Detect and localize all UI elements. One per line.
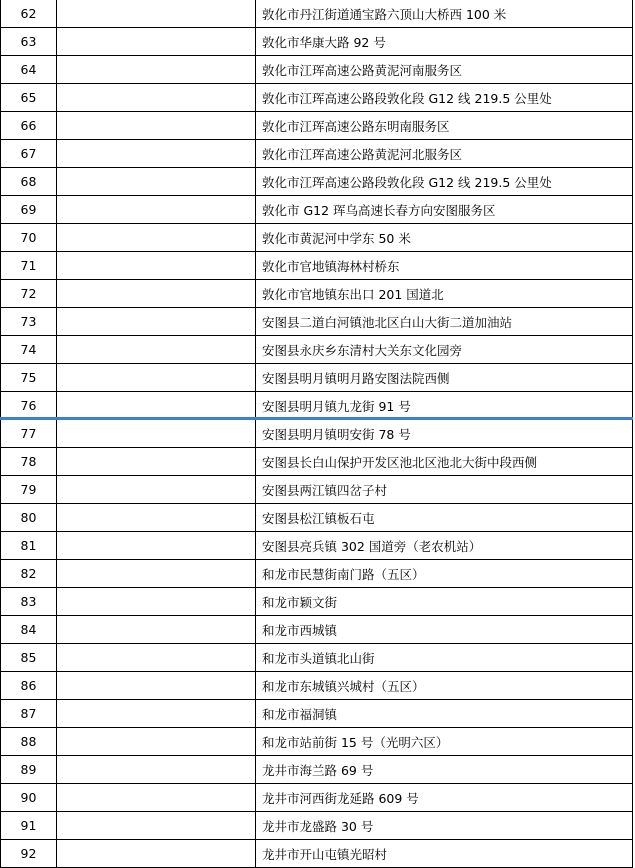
empty-cell — [57, 560, 256, 587]
empty-cell — [57, 252, 256, 279]
row-number: 77 — [1, 420, 57, 447]
row-number: 75 — [1, 364, 57, 391]
row-number: 90 — [1, 784, 57, 811]
table-row — [0, 588, 633, 616]
table-row — [0, 112, 633, 140]
table-row — [0, 448, 633, 476]
row-number: 83 — [1, 588, 57, 615]
table-row — [0, 476, 633, 504]
address-cell: 敦化市江珲高速公路段敦化段 G12 线 219.5 公里处 — [262, 174, 552, 190]
address-cell: 安图县明月镇明月路安图法院西侧 — [262, 370, 450, 386]
empty-cell — [57, 700, 256, 727]
row-number: 72 — [1, 280, 57, 307]
table-row — [0, 364, 633, 392]
row-number: 71 — [1, 252, 57, 279]
table-row — [0, 756, 633, 784]
address-cell: 敦化市华康大路 92 号 — [262, 34, 386, 50]
empty-cell — [57, 196, 256, 223]
address-cell: 和龙市福洞镇 — [262, 706, 338, 722]
address-cell: 龙井市开山屯镇光昭村 — [262, 846, 388, 862]
address-cell: 安图县明月镇九龙街 91 号 — [262, 398, 411, 414]
address-cell: 龙井市河西街龙延路 609 号 — [262, 790, 419, 806]
empty-cell — [57, 392, 256, 419]
address-cell: 敦化市 G12 珲乌高速长春方向安图服务区 — [262, 202, 496, 218]
empty-cell — [57, 308, 256, 335]
row-number: 69 — [1, 196, 57, 223]
table-row — [0, 504, 633, 532]
table-row — [0, 392, 633, 420]
table-row — [0, 56, 633, 84]
address-cell: 安图县松江镇板石屯 — [262, 510, 375, 526]
empty-cell — [57, 532, 256, 559]
row-number: 70 — [1, 224, 57, 251]
empty-cell — [57, 336, 256, 363]
empty-cell — [57, 140, 256, 167]
table-row — [0, 532, 633, 560]
table-row — [0, 700, 633, 728]
table-row — [0, 196, 633, 224]
row-number: 74 — [1, 336, 57, 363]
row-number: 92 — [1, 840, 57, 867]
row-number: 82 — [1, 560, 57, 587]
address-cell: 和龙市东城镇兴城村（五区） — [262, 678, 425, 694]
address-cell: 和龙市头道镇北山街 — [262, 650, 375, 666]
row-number: 78 — [1, 448, 57, 475]
row-number: 79 — [1, 476, 57, 503]
row-number: 68 — [1, 168, 57, 195]
empty-cell — [57, 28, 256, 55]
empty-cell — [57, 756, 256, 783]
empty-cell — [57, 588, 256, 615]
address-cell: 和龙市站前街 15 号（光明六区） — [262, 734, 449, 750]
row-number: 86 — [1, 672, 57, 699]
empty-cell — [57, 0, 256, 27]
empty-cell — [57, 784, 256, 811]
empty-cell — [57, 812, 256, 839]
address-cell: 安图县长白山保护开发区池北区池北大街中段西侧 — [262, 454, 538, 470]
table-row — [0, 28, 633, 56]
empty-cell — [57, 224, 256, 251]
empty-cell — [57, 448, 256, 475]
address-cell: 敦化市丹江街道通宝路六顶山大桥西 100 米 — [262, 6, 507, 22]
address-cell: 安图县永庆乡东清村大关东文化园旁 — [262, 342, 463, 358]
empty-cell — [57, 364, 256, 391]
table-row — [0, 420, 633, 448]
row-number: 89 — [1, 756, 57, 783]
table-row — [0, 616, 633, 644]
row-number: 73 — [1, 308, 57, 335]
empty-cell — [57, 504, 256, 531]
address-cell: 敦化市江珲高速公路段敦化段 G12 线 219.5 公里处 — [262, 90, 552, 106]
empty-cell — [57, 112, 256, 139]
table-row — [0, 252, 633, 280]
row-number: 88 — [1, 728, 57, 755]
table-row — [0, 168, 633, 196]
table-row — [0, 0, 633, 28]
empty-cell — [57, 644, 256, 671]
table-row — [0, 308, 633, 336]
row-number: 84 — [1, 616, 57, 643]
address-cell: 安图县二道白河镇池北区白山大街二道加油站 — [262, 314, 513, 330]
table-row — [0, 840, 633, 868]
address-cell: 敦化市黄泥河中学东 50 米 — [262, 230, 411, 246]
row-number: 65 — [1, 84, 57, 111]
empty-cell — [57, 84, 256, 111]
table-row — [0, 812, 633, 840]
address-cell: 和龙市民慧街南门路（五区） — [262, 566, 425, 582]
address-cell: 安图县亮兵镇 302 国道旁（老农机站） — [262, 538, 482, 554]
table-row — [0, 644, 633, 672]
empty-cell — [57, 56, 256, 83]
address-cell: 敦化市官地镇东出口 201 国道北 — [262, 286, 444, 302]
empty-cell — [57, 476, 256, 503]
address-cell: 敦化市官地镇海林村桥东 — [262, 258, 400, 274]
empty-cell — [57, 840, 256, 867]
address-cell: 龙井市龙盛路 30 号 — [262, 818, 374, 834]
row-number: 80 — [1, 504, 57, 531]
address-cell: 龙井市海兰路 69 号 — [262, 762, 374, 778]
address-cell: 敦化市江珲高速公路黄泥河南服务区 — [262, 62, 463, 78]
table-row — [0, 560, 633, 588]
empty-cell — [57, 728, 256, 755]
address-cell: 敦化市江珲高速公路黄泥河北服务区 — [262, 146, 463, 162]
table-row — [0, 728, 633, 756]
address-cell: 安图县明月镇明安街 78 号 — [262, 426, 411, 442]
row-number: 64 — [1, 56, 57, 83]
table-row — [0, 336, 633, 364]
page-break-divider — [0, 417, 633, 420]
empty-cell — [57, 168, 256, 195]
empty-cell — [57, 616, 256, 643]
address-cell: 和龙市颖文街 — [262, 594, 338, 610]
table-row — [0, 280, 633, 308]
table-row — [0, 224, 633, 252]
row-number: 67 — [1, 140, 57, 167]
address-cell: 敦化市江珲高速公路东明南服务区 — [262, 118, 450, 134]
table-row — [0, 84, 633, 112]
row-number: 62 — [1, 0, 57, 27]
empty-cell — [57, 420, 256, 447]
row-number: 66 — [1, 112, 57, 139]
address-cell: 安图县两江镇四岔子村 — [262, 482, 388, 498]
row-number: 63 — [1, 28, 57, 55]
empty-cell — [57, 280, 256, 307]
row-number: 91 — [1, 812, 57, 839]
table-row — [0, 140, 633, 168]
table-row — [0, 672, 633, 700]
row-number: 87 — [1, 700, 57, 727]
empty-cell — [57, 672, 256, 699]
address-cell: 和龙市西城镇 — [262, 622, 338, 638]
row-number: 81 — [1, 532, 57, 559]
row-number: 85 — [1, 644, 57, 671]
table-row — [0, 784, 633, 812]
row-number: 76 — [1, 392, 57, 419]
